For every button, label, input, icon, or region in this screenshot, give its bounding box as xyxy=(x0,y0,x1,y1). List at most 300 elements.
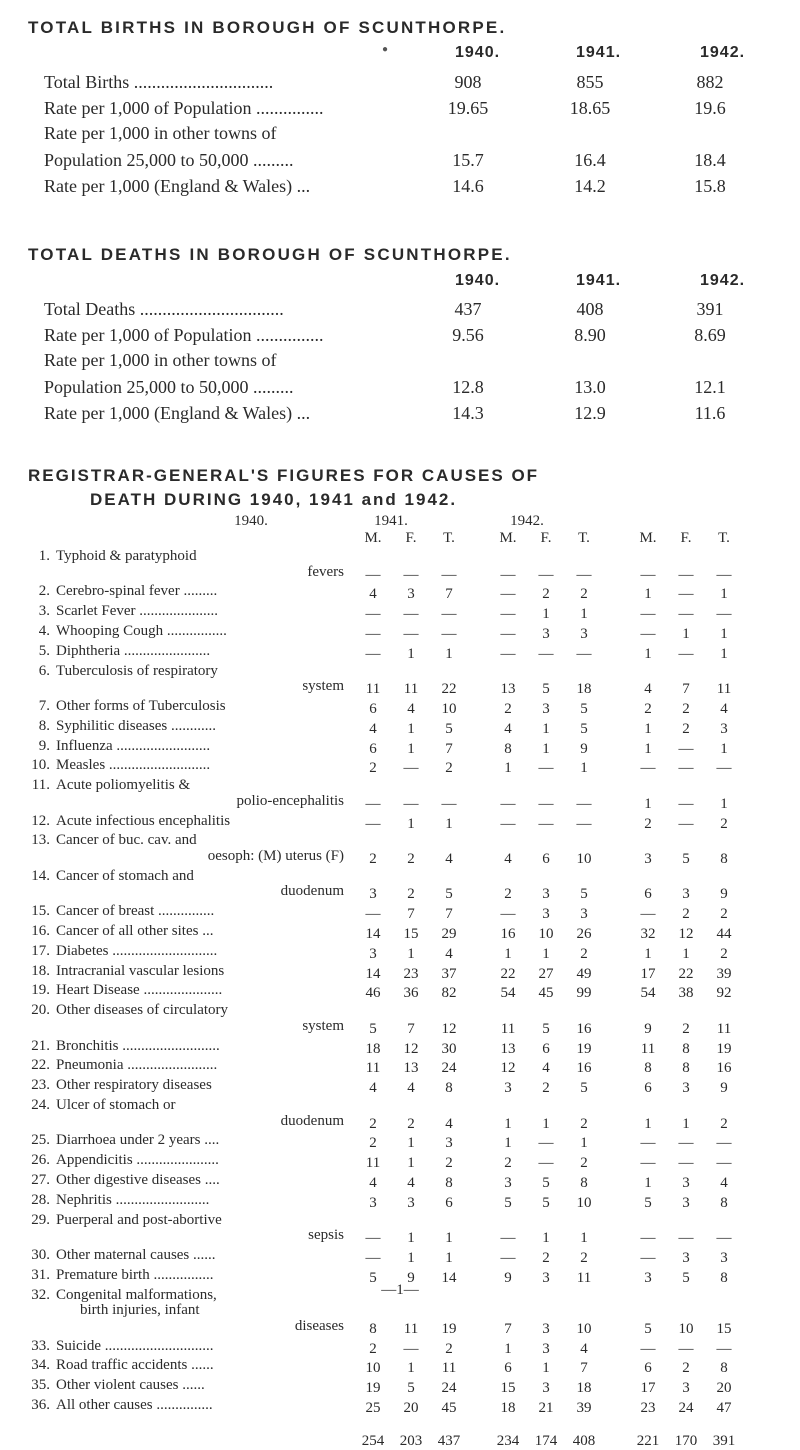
table-cell: 10 xyxy=(576,851,592,867)
table-cell: 7 xyxy=(445,906,453,923)
deaths-year-2: 1942. xyxy=(700,272,746,289)
table-cell: 2 xyxy=(369,760,377,777)
table-cell: 99 xyxy=(576,985,592,1002)
table-cell: — xyxy=(640,760,656,777)
cause-label: Other diseases of circulatory xyxy=(56,1002,229,1019)
table-cell: 6 xyxy=(369,701,377,717)
table-cell: 47 xyxy=(716,1400,732,1416)
table-cell: 4 xyxy=(445,945,453,962)
table-cell: 2 xyxy=(720,815,728,832)
table-cell: 11 xyxy=(716,681,732,698)
cause-label: Appendicitis ...................... xyxy=(56,1152,219,1169)
table-cell: 8 xyxy=(580,1175,588,1191)
table-cell: 2 xyxy=(720,945,728,962)
cause-label: Acute infectious encephalitis xyxy=(56,812,231,829)
total-cell: 391 xyxy=(712,1432,736,1449)
table-cell: 3 xyxy=(369,1194,377,1211)
table-cell: 3 xyxy=(445,1135,453,1152)
table-cell: — xyxy=(441,566,457,583)
table-cell: 11 xyxy=(403,681,419,698)
table-cell: — xyxy=(640,606,656,623)
table-cell: 18 xyxy=(576,681,592,698)
column-head: T. xyxy=(718,530,730,546)
table-cell: 3 xyxy=(542,1340,550,1357)
table-cell: — xyxy=(365,795,381,812)
table-cell: 1 xyxy=(504,1340,512,1357)
table-cell: 19 xyxy=(576,1040,592,1057)
table-cell: 4 xyxy=(504,720,512,737)
cause-label: Other maternal causes ...... xyxy=(56,1247,216,1263)
births-row-value: 16.4 xyxy=(574,150,606,170)
table-cell: 2 xyxy=(445,1155,453,1172)
table-cell: 1 xyxy=(542,606,550,623)
table-cell: 3 xyxy=(720,720,728,737)
table-cell: 1 xyxy=(542,720,550,737)
table-cell: 13 xyxy=(500,1040,516,1057)
cause-label: Premature birth ................ xyxy=(56,1266,214,1283)
table-cell: — xyxy=(500,626,516,642)
table-cell: 8 xyxy=(644,1060,652,1077)
table-cell: 6 xyxy=(445,1194,453,1211)
table-cell: 8 xyxy=(504,740,512,757)
table-cell: 8 xyxy=(682,1040,690,1057)
table-cell: — xyxy=(538,795,554,812)
table-cell: 19 xyxy=(365,1380,381,1397)
table-cell: 4 xyxy=(445,1115,453,1132)
table-cell: — xyxy=(678,1135,694,1152)
table-cell: 13 xyxy=(500,681,516,698)
row-number: 9. xyxy=(38,737,50,754)
table-cell: 4 xyxy=(720,1175,728,1191)
table-cell: 2 xyxy=(644,701,652,717)
cause-label: Intracranial vascular lesions xyxy=(56,962,225,979)
table-cell: 3 xyxy=(542,1380,550,1397)
cause-label: Tuberculosis of respiratory xyxy=(56,662,218,679)
table-cell: 1 xyxy=(644,586,652,603)
cause-label: diseases xyxy=(294,1317,344,1334)
table-cell: 16 xyxy=(576,1020,592,1037)
table-cell: 23 xyxy=(640,1400,656,1416)
table-cell: 1 xyxy=(542,1230,550,1247)
births-row-label: Population 25,000 to 50,000 ......... xyxy=(44,150,294,170)
table-cell: 10 xyxy=(576,1320,592,1337)
table-cell: 2 xyxy=(682,906,690,923)
table-cell: 19 xyxy=(716,1040,732,1057)
table-cell: 1 xyxy=(407,945,415,962)
table-cell: 1 xyxy=(542,1360,550,1377)
cause-label: Nephritis ......................... xyxy=(56,1191,210,1208)
table-cell: 2 xyxy=(542,1080,550,1097)
table-cell: 1 xyxy=(644,1115,652,1132)
table-cell: — xyxy=(678,566,694,583)
table-cell: 14 xyxy=(365,965,381,982)
cause-label: Whooping Cough ................ xyxy=(56,623,227,639)
table-cell: 10 xyxy=(441,701,457,717)
table-cell: 1 xyxy=(542,1115,550,1132)
row-number: 18. xyxy=(31,962,50,979)
table-cell: 17 xyxy=(640,965,656,982)
table-cell: 1 xyxy=(644,795,652,812)
table-cell: 5 xyxy=(542,1194,550,1211)
table-cell: 6 xyxy=(542,851,550,867)
table-cell: 11 xyxy=(365,1060,381,1077)
births-year-0: 1940. xyxy=(455,44,501,61)
table-cell: 5 xyxy=(644,1194,652,1211)
table-cell: — xyxy=(640,1250,656,1266)
table-cell: 4 xyxy=(369,720,377,737)
year-head-2: 1942. xyxy=(510,513,544,529)
table-cell: — xyxy=(500,586,516,603)
table-cell: 1 xyxy=(445,815,453,832)
cause-label: Cancer of breast ............... xyxy=(56,903,215,920)
table-cell: — xyxy=(500,566,516,583)
table-cell: 1 xyxy=(580,1230,588,1247)
table-cell: 39 xyxy=(576,1400,592,1416)
row-number: 27. xyxy=(31,1172,50,1188)
deaths-row-value: 12.8 xyxy=(452,377,484,397)
table-cell: 12 xyxy=(500,1060,516,1077)
table-cell: 4 xyxy=(644,681,652,698)
deaths-row-value: 12.1 xyxy=(694,377,726,397)
table-cell: 1 xyxy=(542,945,550,962)
deaths-row-value: 11.6 xyxy=(694,403,726,423)
table-cell: 2 xyxy=(720,1115,728,1132)
table-cell: 6 xyxy=(369,740,377,757)
table-cell: 11 xyxy=(403,1320,419,1337)
row-number: 24. xyxy=(31,1097,50,1113)
table-cell: — xyxy=(538,1135,554,1152)
table-cell: 22 xyxy=(441,681,457,698)
table-cell: — xyxy=(576,645,592,662)
table-cell: 1 xyxy=(445,645,453,662)
table-cell: — xyxy=(538,815,554,832)
births-row-value: 15.8 xyxy=(694,176,726,196)
table-cell: 1 xyxy=(407,1155,415,1172)
row-number: 23. xyxy=(31,1077,50,1094)
table-cell: — xyxy=(678,1340,694,1357)
total-cell: 221 xyxy=(636,1432,660,1449)
deaths-row-value: 8.69 xyxy=(694,325,726,345)
table-cell: 1 xyxy=(407,1135,415,1152)
deaths-row-value: 437 xyxy=(454,299,482,319)
cause-label: Cancer of all other sites ... xyxy=(56,923,214,939)
table-cell: 2 xyxy=(580,1115,588,1132)
table-cell: 7 xyxy=(445,586,453,603)
table-cell: — xyxy=(500,815,516,832)
column-head: F. xyxy=(405,530,417,546)
table-cell: 13 xyxy=(403,1060,419,1077)
deaths-row-label: Rate per 1,000 (England & Wales) ... xyxy=(44,403,311,423)
table-cell: 44 xyxy=(716,926,732,942)
table-cell: 3 xyxy=(580,906,588,923)
table-cell: 54 xyxy=(500,985,516,1002)
table-cell: 3 xyxy=(682,1194,690,1211)
table-cell: 10 xyxy=(576,1194,592,1211)
table-cell: 29 xyxy=(441,926,457,942)
row-number: 16. xyxy=(31,923,50,939)
table-cell: 5 xyxy=(542,1020,550,1037)
table-cell: 7 xyxy=(445,740,453,757)
cause-label: system xyxy=(302,1017,344,1034)
table-cell: 1 xyxy=(682,626,690,642)
row-number: 28. xyxy=(31,1191,50,1208)
table-cell: 3 xyxy=(542,701,550,717)
deaths-heading: TOTAL DEATHS IN BOROUGH OF SCUNTHORPE. xyxy=(28,245,512,264)
cause-label: All other causes ............... xyxy=(56,1397,213,1413)
table-cell: 2 xyxy=(407,886,415,903)
births-row-value: 882 xyxy=(696,72,724,92)
table-cell: — xyxy=(403,626,419,642)
table-cell: 46 xyxy=(365,985,381,1002)
row-number: 5. xyxy=(38,642,50,659)
table-cell: 4 xyxy=(369,1080,377,1097)
table-cell: 49 xyxy=(576,965,592,982)
table-cell: — xyxy=(640,1135,656,1152)
table-cell: — xyxy=(441,606,457,623)
table-cell: 3 xyxy=(542,906,550,923)
table-cell: 2 xyxy=(580,1250,588,1266)
table-cell: 3 xyxy=(542,626,550,642)
table-cell: 24 xyxy=(441,1380,457,1397)
table-cell: 1 xyxy=(720,740,728,757)
table-cell: 5 xyxy=(542,681,550,698)
registrar-heading-line1: REGISTRAR-GENERAL'S FIGURES FOR CAUSES OF xyxy=(28,466,540,485)
table-cell: 15 xyxy=(500,1380,516,1397)
table-cell: 18 xyxy=(500,1400,516,1416)
cause-label: Diphtheria ....................... xyxy=(56,642,211,659)
table-cell: 8 xyxy=(720,851,728,867)
table-cell: 5 xyxy=(644,1320,652,1337)
deaths-row-value: 13.0 xyxy=(574,377,606,397)
table-cell: 3 xyxy=(369,945,377,962)
births-row-value: 908 xyxy=(454,72,482,92)
cause-label: Other violent causes ...... xyxy=(56,1377,205,1394)
table-cell: 45 xyxy=(441,1400,457,1416)
total-cell: 437 xyxy=(437,1432,461,1449)
table-cell: 45 xyxy=(538,985,554,1002)
births-row-value: 18.4 xyxy=(694,150,726,170)
table-cell: 8 xyxy=(682,1060,690,1077)
column-head: M. xyxy=(499,530,517,546)
cause-label: Road traffic accidents ...... xyxy=(56,1357,214,1374)
deaths-year-1: 1941. xyxy=(576,272,622,289)
cause-label: Cancer of stomach and xyxy=(56,867,194,884)
row-number: 13. xyxy=(31,832,50,849)
table-cell: — xyxy=(500,1250,516,1266)
table-cell: 3 xyxy=(682,886,690,903)
table-cell: 1 xyxy=(580,760,588,777)
table-cell: — xyxy=(500,906,516,923)
table-cell: 1 xyxy=(542,740,550,757)
table-cell: 2 xyxy=(580,586,588,603)
table-cell: 1 xyxy=(720,645,728,662)
row-number: 34. xyxy=(31,1357,50,1374)
table-cell: — xyxy=(716,566,732,583)
births-year-2: 1942. xyxy=(700,44,746,61)
deaths-row-value: 9.56 xyxy=(452,325,484,345)
table-cell: 2 xyxy=(644,815,652,832)
table-cell: 1 xyxy=(504,760,512,777)
table-cell: 1 xyxy=(682,1115,690,1132)
table-cell: — xyxy=(640,1230,656,1247)
table-cell: 1 xyxy=(644,945,652,962)
row-number: 30. xyxy=(31,1247,50,1263)
cause-label: Puerperal and post-abortive xyxy=(56,1211,222,1228)
births-row-value: 18.65 xyxy=(569,98,611,118)
table-cell: 2 xyxy=(542,1250,550,1266)
table-cell: 39 xyxy=(716,965,732,982)
table-cell: 3 xyxy=(504,1080,512,1097)
row-number: 1. xyxy=(38,548,50,564)
table-cell: — xyxy=(403,760,419,777)
decorative-dot: ● xyxy=(382,44,389,55)
table-cell: 3 xyxy=(682,1380,690,1397)
cause-label: Measles ........................... xyxy=(56,757,211,774)
table-cell: 15 xyxy=(403,926,419,942)
table-cell: — xyxy=(678,1155,694,1172)
total-cell: 170 xyxy=(674,1432,698,1449)
table-cell: — xyxy=(716,760,732,777)
table-cell: 5 xyxy=(407,1380,415,1397)
column-head: M. xyxy=(639,530,657,546)
table-cell: 23 xyxy=(403,965,419,982)
table-cell: 5 xyxy=(369,1269,377,1286)
table-cell: 8 xyxy=(369,1320,377,1337)
table-cell: 12 xyxy=(441,1020,457,1037)
births-row-value: 19.6 xyxy=(694,98,726,118)
table-cell: — xyxy=(403,795,419,812)
table-cell: 4 xyxy=(720,701,728,717)
table-cell: — xyxy=(365,645,381,662)
row-number: 29. xyxy=(31,1211,50,1228)
row-number: 33. xyxy=(31,1337,50,1354)
table-cell: 22 xyxy=(500,965,516,982)
column-head: T. xyxy=(578,530,590,546)
table-cell: 6 xyxy=(542,1040,550,1057)
table-cell: 1 xyxy=(644,1175,652,1191)
table-cell: 2 xyxy=(445,1340,453,1357)
table-cell: 7 xyxy=(504,1320,512,1337)
table-cell: 12 xyxy=(678,926,694,942)
table-cell: 37 xyxy=(441,965,457,982)
births-row-value: 855 xyxy=(576,72,604,92)
table-cell: 6 xyxy=(644,1360,652,1377)
cause-label: Diarrhoea under 2 years .... xyxy=(56,1132,220,1149)
table-cell: 24 xyxy=(441,1060,457,1077)
table-cell: 2 xyxy=(504,1155,512,1172)
deaths-row-value: 391 xyxy=(696,299,724,319)
table-cell: 1 xyxy=(407,815,415,832)
table-cell: 4 xyxy=(445,851,453,867)
deaths-row-value: 408 xyxy=(576,299,604,319)
table-cell: 3 xyxy=(504,1175,512,1191)
table-cell: 38 xyxy=(678,985,694,1002)
table-cell: 6 xyxy=(504,1360,512,1377)
row-number: 12. xyxy=(31,812,50,829)
table-cell: 2 xyxy=(682,1020,690,1037)
births-row-label: Rate per 1,000 in other towns of xyxy=(44,123,277,143)
table-cell: 11 xyxy=(576,1269,592,1286)
table-cell: 6 xyxy=(644,1080,652,1097)
table-cell: 14 xyxy=(441,1269,457,1286)
registrar-heading-line2: DEATH DURING 1940, 1941 and 1942. xyxy=(90,490,458,509)
cause-label: Acute poliomyelitis & xyxy=(56,777,191,794)
table-cell: 5 xyxy=(445,886,453,903)
births-row-label: Rate per 1,000 (England & Wales) ... xyxy=(44,176,311,196)
table-cell: — xyxy=(365,1250,381,1266)
table-cell: — xyxy=(538,760,554,777)
table-cell: — xyxy=(538,566,554,583)
table-cell: — xyxy=(716,1155,732,1172)
births-row-value: 15.7 xyxy=(452,150,484,170)
cause-label: system xyxy=(302,678,344,695)
table-cell: — xyxy=(441,626,457,642)
table-cell: — xyxy=(640,906,656,923)
table-cell: 1 xyxy=(682,945,690,962)
cause-label: Heart Disease ..................... xyxy=(56,982,223,999)
table-cell: 10 xyxy=(538,926,554,942)
table-cell: 2 xyxy=(682,720,690,737)
table-cell: 25 xyxy=(365,1400,381,1416)
row-number: 17. xyxy=(31,942,50,959)
table-cell: — xyxy=(500,645,516,662)
cause-label: oesoph: (M) uterus (F) xyxy=(207,848,344,864)
table-cell: 7 xyxy=(407,1020,415,1037)
row-number: 19. xyxy=(31,982,50,999)
table-cell: — xyxy=(716,1135,732,1152)
table-cell: — xyxy=(365,906,381,923)
table-cell: — xyxy=(500,606,516,623)
row-number: 4. xyxy=(38,623,50,639)
row-number: 35. xyxy=(31,1377,50,1394)
table-cell: 4 xyxy=(407,701,415,717)
row-number: 14. xyxy=(31,867,50,884)
table-cell: 15 xyxy=(716,1320,732,1337)
table-cell: — xyxy=(403,566,419,583)
table-cell: — xyxy=(678,586,694,603)
table-cell: 9 xyxy=(407,1269,415,1286)
table-cell: 11 xyxy=(441,1360,457,1377)
total-cell: 203 xyxy=(399,1432,423,1449)
table-cell: 5 xyxy=(580,886,588,903)
births-heading: TOTAL BIRTHS IN BOROUGH OF SCUNTHORPE. xyxy=(28,18,507,37)
table-cell: — xyxy=(678,760,694,777)
table-cell: 9 xyxy=(720,886,728,903)
table-cell: 82 xyxy=(441,985,457,1002)
table-cell: 5 xyxy=(580,1080,588,1097)
table-cell: 2 xyxy=(445,760,453,777)
table-cell: 3 xyxy=(407,1194,415,1211)
table-cell: 1 xyxy=(445,1230,453,1247)
table-cell: — xyxy=(441,795,457,812)
table-cell: 24 xyxy=(678,1400,694,1416)
table-cell: 26 xyxy=(576,926,592,942)
row-number: 10. xyxy=(31,757,50,774)
table-cell: 4 xyxy=(542,1060,550,1077)
table-cell: 4 xyxy=(369,1175,377,1191)
table-cell: — xyxy=(365,815,381,832)
table-cell: 9 xyxy=(644,1020,652,1037)
table-cell: 11 xyxy=(716,1020,732,1037)
table-cell: 9 xyxy=(580,740,588,757)
row-number: 36. xyxy=(31,1397,50,1413)
table-cell: 4 xyxy=(580,1340,588,1357)
table-cell: 1 xyxy=(407,740,415,757)
table-cell: 32 xyxy=(640,926,656,942)
table-cell: 18 xyxy=(576,1380,592,1397)
table-cell: 4 xyxy=(369,586,377,603)
table-cell: 8 xyxy=(720,1269,728,1286)
